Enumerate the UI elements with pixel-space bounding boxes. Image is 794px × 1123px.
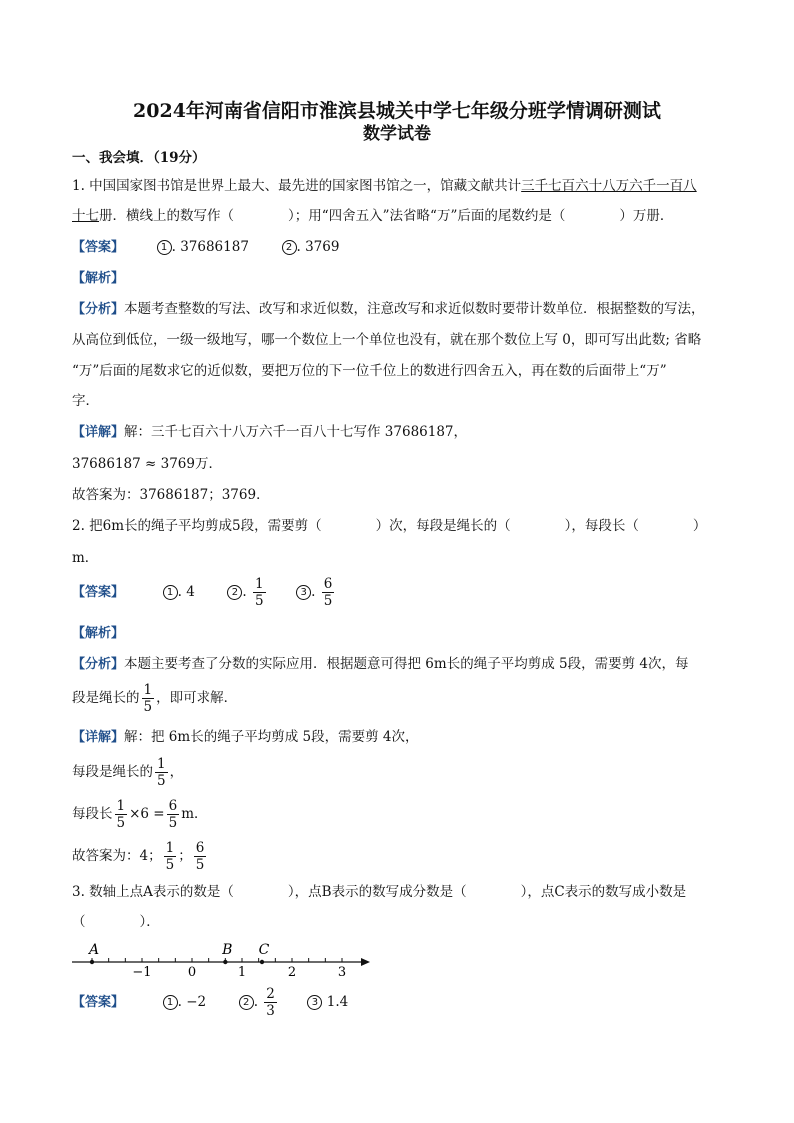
fraction: $\frac{1}{5}$ bbox=[116, 798, 126, 831]
q1-jiexi-label: 【解析】 bbox=[72, 271, 125, 286]
q3-answer: 【答案】 1 . −2 2 . $\frac{2}{3}$ 3 1.4 bbox=[72, 986, 349, 1019]
q2-line2: m． bbox=[72, 550, 99, 566]
q2-jiexi-label: 【解析】 bbox=[72, 626, 125, 641]
circled-number-icon: 1 bbox=[163, 995, 178, 1010]
axis-tick-label: 3 bbox=[337, 965, 347, 980]
point-marker bbox=[223, 960, 227, 964]
q2-answer: 【答案】 1 . 4 2 . $\frac{1}{5}$ 3 . $\frac{6}{5}$ bbox=[72, 576, 333, 609]
section-heading: 一、我会填．（19分） bbox=[72, 150, 206, 166]
q1-underlined-number: 三千七百六十八万六千一百八 bbox=[521, 178, 697, 194]
q3-line2: （ ）． bbox=[72, 914, 160, 930]
number-line-diagram bbox=[60, 936, 380, 982]
q1-fenxi-3: “万”后面的尾数求它的近似数，要把万位的下一位千位上的数进行四舍五入，再在数的后面带上“万” bbox=[72, 363, 667, 379]
circled-number-icon: 2 bbox=[282, 240, 297, 255]
page-subtitle: 数学试卷 bbox=[363, 124, 431, 144]
q1-xiangjie-1: 【详解】解：三千七百六十八万六千一百八十七写作 37686187， bbox=[72, 424, 468, 440]
fraction: $\frac{6}{5}$ bbox=[195, 840, 205, 873]
q1-fenxi-4: 字． bbox=[72, 393, 99, 409]
circled-number-icon: 3 bbox=[296, 585, 311, 600]
circled-number-icon: 1 bbox=[163, 585, 178, 600]
circled-number-icon: 1 bbox=[157, 240, 172, 255]
arrow-right-icon bbox=[361, 958, 370, 966]
point-label: C bbox=[258, 942, 270, 958]
q2-xiangjie-1: 【详解】解：把 6m长的绳子平均剪成 5段，需要剪 4次， bbox=[72, 729, 419, 745]
axis-tick-label: 1 bbox=[237, 965, 247, 980]
q2-fenxi-2: 段是绳长的 $\frac{1}{5}$ ，即可求解． bbox=[72, 682, 238, 715]
q2-xiangjie-3: 每段长 $\frac{1}{5}$ ×6 = $\frac{6}{5}$ m． bbox=[72, 798, 208, 831]
axis-tick-label: 2 bbox=[287, 965, 297, 980]
q1-line2: 十七册．横线上的数写作（ ）；用“四舍五入”法省略“万”后面的尾数约是（ ）万册． bbox=[72, 208, 674, 224]
point-marker bbox=[260, 960, 264, 964]
q2-line1: 2. 把6m长的绳子平均剪成5段，需要剪（ ）次，每段是绳长的（ ），每段长（ ） bbox=[72, 518, 707, 534]
axis-tick-label: 0 bbox=[187, 965, 197, 980]
circled-number-icon: 2 bbox=[239, 995, 254, 1010]
point-label: A bbox=[88, 942, 100, 958]
q2-conclusion: 故答案为：4； $\frac{1}{5}$ ； $\frac{6}{5}$ bbox=[72, 840, 205, 873]
fraction: $\frac{2}{3}$ bbox=[266, 986, 275, 1019]
circled-number-icon: 3 bbox=[307, 995, 322, 1010]
fraction: $\frac{6}{5}$ bbox=[323, 576, 333, 609]
q1-answer: 【答案】 1 . 37686187 2 . 3769 bbox=[72, 239, 340, 255]
fraction: $\frac{1}{5}$ bbox=[157, 756, 166, 789]
circled-number-icon: 2 bbox=[227, 585, 242, 600]
fraction: $\frac{1}{5}$ bbox=[165, 840, 175, 873]
q1-fenxi-1: 【分析】本题考查整数的写法、改写和求近似数，注意改写和求近似数时要带计数单位．根据整数的写法， bbox=[72, 301, 705, 317]
q2-xiangjie-2: 每段是绳长的 $\frac{1}{5}$ ， bbox=[72, 756, 184, 789]
point-marker bbox=[90, 960, 94, 964]
q2-fenxi-1: 【分析】本题主要考查了分数的实际应用．根据题意可得把 6m长的绳子平均剪成 5段，需要剪 4次，每 bbox=[72, 656, 689, 672]
fraction: $\frac{1}{5}$ bbox=[254, 576, 264, 609]
fraction: $\frac{6}{5}$ bbox=[168, 798, 178, 831]
page-title: 2024年河南省信阳市淮滨县城关中学七年级分班学情调研测试 bbox=[133, 100, 661, 122]
q1-line1: 1. 中国国家图书馆是世界上最大、最先进的国家图书馆之一，馆藏文献共计三千七百六十八万六千一百八 bbox=[72, 178, 697, 194]
point-label: B bbox=[222, 942, 233, 958]
axis-tick-label: −1 bbox=[132, 965, 152, 980]
q3-line1: 3. 数轴上点A表示的数是（ ），点B表示的数写成分数是（ ），点C表示的数写成小数是 bbox=[72, 884, 687, 900]
q1-xiangjie-2: 37686187 ≈ 3769万． bbox=[72, 456, 222, 472]
q1-fenxi-2: 从高位到低位，一级一级地写，哪一个数位上一个单位也没有，就在那个数位上写 0，即可写出此数; 省略 bbox=[72, 332, 702, 348]
fraction: $\frac{1}{5}$ bbox=[143, 682, 153, 715]
q1-conclusion: 故答案为：37686187；3769． bbox=[72, 487, 270, 503]
